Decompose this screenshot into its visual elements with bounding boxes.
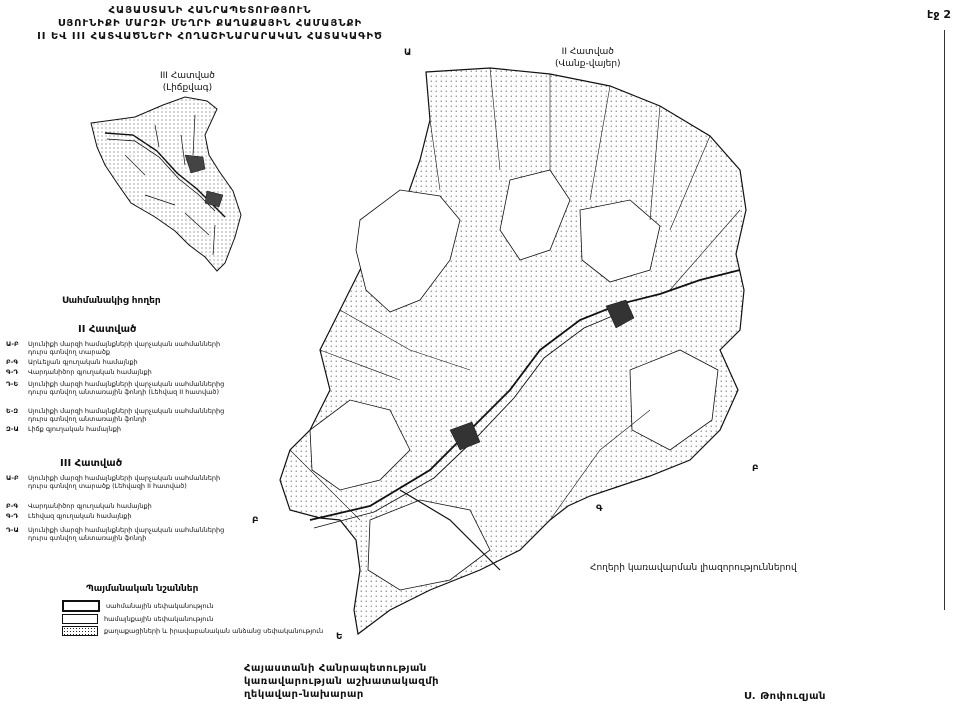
map-title — [0, 4, 420, 43]
legend-row: Ե-Զ Սյունիքի մարզի համայնքների վարչական սահմաններից դուրս գտնվող անտառային ֆոնդի — [6, 407, 225, 423]
point-west: Բ — [252, 516, 259, 526]
legend-row: Դ-Ե Սյունիքի մարզի համայնքների վարչական սահմաններից դուրս գտնվող անտառային ֆոնդի (Լեհվազ II հատված) — [6, 380, 225, 396]
signature-line-3: ղեկավար-նախարար — [244, 689, 364, 700]
legend-row: Ա-Բ Սյունիքի մարզի համայնքների վարչական սահմանների դուրս գտնվող տարածք — [6, 340, 221, 356]
legend-section-2-title: II Հատված — [78, 324, 137, 335]
key-swatch-plain — [62, 614, 98, 624]
key-row-community: համայնքային սեփականություն — [62, 614, 323, 624]
inset-title: III Հատված — [160, 71, 215, 81]
legend-row: Բ-Գ Արևելյան գյուղական համայնքի — [6, 358, 138, 366]
main-map-title: II Հատված — [561, 47, 614, 57]
legend-row: Բ-Գ Վարդանիծոր գյուղական համայնքի — [6, 502, 152, 510]
signature-line-1: Հայաստանի Հանրապետության — [244, 663, 427, 674]
legend-row: Ա-Բ Սյունիքի մարզի համայնքների վարչական սահմանների դուրս գտնվող տարածք (Լեհվազի II հատված) — [6, 474, 221, 490]
legend-row: Դ-Ա Սյունիքի մարզի համայնքների վարչական սահմաններից դուրս գտնվող անտառային ֆոնդի — [6, 526, 225, 542]
point-south-mid: Գ — [596, 504, 603, 514]
legend-row: Գ-Դ Լեհվազ գյուղական համայնքի — [6, 512, 132, 520]
inset-map — [85, 95, 245, 275]
legend-section-2 — [6, 340, 241, 435]
key-heading: Պայմանական նշաններ — [86, 584, 199, 594]
title-line-3: II ԵՎ III ՀԱՏՎԱԾՆԵՐԻ ՀՈՂԱՇԻՆԱՐԱՐԱԿԱՆ ՀԱՏԱԿԱԳԻԾ — [37, 31, 383, 42]
title-line-1: ՀԱՅԱՍՏԱՆԻ ՀԱՆՐԱՊԵՏՈՒԹՅՈՒՆ — [108, 5, 312, 16]
point-north: Ա — [404, 48, 412, 58]
main-map — [250, 50, 770, 650]
map-key — [62, 600, 323, 636]
legend-row: Զ-Ա Լիճք գյուղական համայնքի — [6, 425, 121, 433]
inset-boundary — [91, 97, 241, 271]
legend-heading: Սահմանակից հողեր — [62, 296, 161, 306]
main-map-subtitle: (Վանք-վայեր) — [555, 59, 621, 69]
key-swatch-line — [62, 600, 100, 612]
inset-label — [160, 70, 215, 94]
inset-subtitle: (Լիճքվագ) — [162, 83, 213, 93]
key-row-boundary: սահմանային սեփականություն — [62, 600, 323, 612]
legend-section-3-title: III Հատված — [60, 458, 123, 469]
point-east: Բ — [752, 464, 759, 474]
signature-name: Ս. Թոփուզյան — [744, 691, 826, 702]
title-line-2: ՍՅՈՒՆԻՔԻ ՄԱՐԶԻ ՄԵՂՐԻ ՔԱՂԱՔԱՅԻՆ ՀԱՄԱՅՆՔԻ — [57, 18, 363, 29]
key-row-private: քաղաքացիների և իրավաբանական անձանց սեփականություն — [62, 626, 323, 636]
point-south: Ե — [336, 632, 343, 642]
margin-line — [944, 30, 945, 610]
signature-line-2: կառավարության աշխատակազմի — [244, 676, 440, 687]
neighbor-label: Հողերի կառավարման լիազորություններով — [590, 563, 797, 573]
section-boundary — [280, 68, 746, 634]
legend-row: Գ-Դ Վարդանիծոր գյուղական համայնքի — [6, 368, 152, 376]
legend-section-3 — [6, 474, 241, 544]
signature-block — [244, 662, 439, 701]
page-number: էջ 2 — [927, 8, 951, 21]
key-swatch-dot — [62, 626, 98, 636]
